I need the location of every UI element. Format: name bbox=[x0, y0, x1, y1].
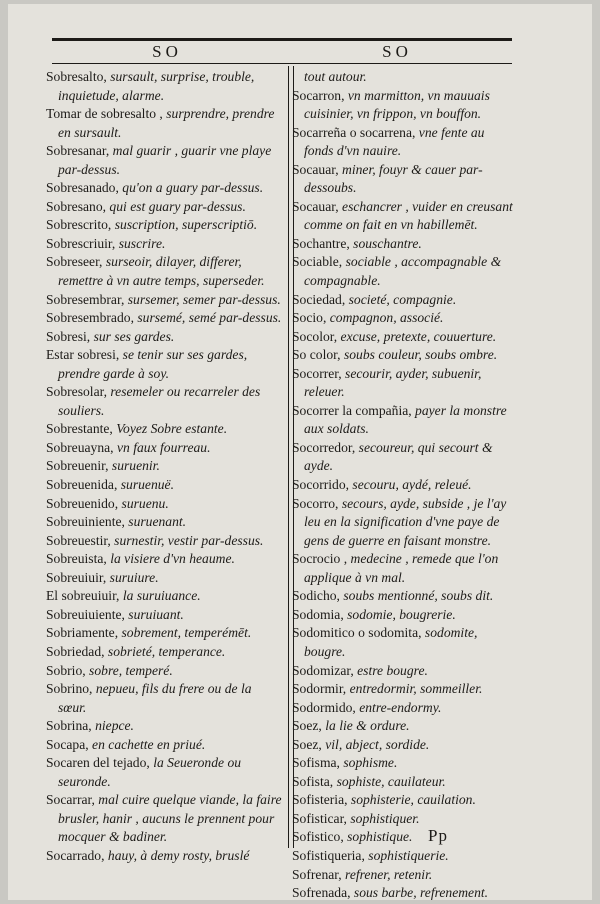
dictionary-entry bbox=[292, 606, 517, 625]
entry-definition: sursault, surprise, trouble, inquietude, alarme. bbox=[58, 69, 255, 103]
entry-definition: entredormir, sommeiller. bbox=[346, 681, 483, 697]
entry-definition: nepueu, fils du frere ou de la sœur. bbox=[58, 681, 252, 715]
dictionary-entry bbox=[292, 810, 517, 829]
entry-headword: Sobreuenido, bbox=[46, 495, 119, 511]
book-page bbox=[8, 4, 592, 900]
dictionary-entry bbox=[292, 680, 517, 699]
dictionary-entry bbox=[46, 791, 283, 847]
entry-headword: Sobrio, bbox=[46, 662, 86, 678]
entry-definition: surprendre, prendre en sursault. bbox=[58, 106, 275, 140]
entry-headword: Socolor, bbox=[292, 328, 338, 344]
entry-definition: en cachette en priué. bbox=[88, 736, 206, 752]
dictionary-entry bbox=[46, 457, 283, 476]
dictionary-entry bbox=[292, 495, 517, 551]
entry-definition: societé, compagnie. bbox=[345, 291, 457, 307]
entry-headword: Sobrescrito, bbox=[46, 217, 112, 233]
entry-headword: Sobresanado, bbox=[46, 180, 119, 196]
dictionary-entry bbox=[292, 253, 517, 290]
entry-headword: Sodormido, bbox=[292, 699, 356, 715]
entry-headword: Sobreuayna, bbox=[46, 439, 114, 455]
entry-definition: estre bougre. bbox=[353, 662, 428, 678]
dictionary-entry bbox=[292, 198, 517, 235]
entry-headword: Socorredor, bbox=[292, 439, 356, 455]
entry-headword: Sodomitico o sodomita, bbox=[292, 625, 422, 641]
entry-headword: Sobresembrado, bbox=[46, 310, 134, 326]
dictionary-entry bbox=[46, 643, 283, 662]
dictionary-entry bbox=[292, 235, 517, 254]
entry-headword: Sofisteria, bbox=[292, 792, 348, 808]
entry-headword: Sobreuiniente, bbox=[46, 514, 125, 530]
entry-definition: sous barbe, refrenement. bbox=[350, 885, 489, 901]
dictionary-entry bbox=[292, 291, 517, 310]
entry-headword: Socio, bbox=[292, 310, 327, 326]
entry-headword: Sobresalto, bbox=[46, 69, 107, 84]
dictionary-entry bbox=[46, 346, 283, 383]
dictionary-entry bbox=[46, 105, 283, 142]
dictionary-entry bbox=[46, 253, 283, 290]
entry-definition: suruenuë. bbox=[117, 477, 174, 493]
entry-headword: Soez, bbox=[292, 736, 322, 752]
entry-definition: vn marmitton, vn mauuais cuisinier, vn frippon, vn bouffon. bbox=[304, 87, 490, 122]
entry-definition: suruenu. bbox=[118, 495, 169, 511]
dictionary-entry bbox=[292, 550, 517, 587]
entry-definition: vn faux fourreau. bbox=[113, 439, 211, 455]
entry-headword: Sobresolar, bbox=[46, 384, 107, 400]
entry-headword: Sofisma, bbox=[292, 755, 340, 771]
entry-headword: Sobreuenir, bbox=[46, 458, 109, 474]
entry-definition: sobrieté, temperance. bbox=[104, 643, 226, 659]
dictionary-entry bbox=[292, 87, 517, 124]
dictionary-entry bbox=[46, 587, 283, 606]
dictionary-entry bbox=[46, 291, 283, 310]
dictionary-entry bbox=[46, 662, 283, 681]
entry-definition: sophistique. bbox=[343, 829, 413, 845]
entry-headword: Sofisticar, bbox=[292, 810, 347, 826]
dictionary-entry bbox=[46, 235, 283, 254]
entry-headword: Sodicho, bbox=[292, 588, 340, 604]
entry-definition: suruenant. bbox=[124, 514, 187, 530]
dictionary-entry bbox=[46, 736, 283, 755]
entry-headword: Sofistiqueria, bbox=[292, 847, 365, 863]
dictionary-entry bbox=[46, 495, 283, 514]
entry-definition: vil, abject, sordide. bbox=[321, 736, 430, 752]
dictionary-entry bbox=[292, 476, 517, 495]
left-column bbox=[46, 68, 283, 866]
entry-definition: la Seueronde ou seuronde. bbox=[58, 755, 242, 789]
entry-headword: Sobreuiuiente, bbox=[46, 606, 125, 622]
entry-headword: Tomar de sobresalto , bbox=[46, 106, 163, 122]
entry-definition: sophistiquer. bbox=[346, 810, 420, 826]
entry-definition: tout autour. bbox=[304, 69, 367, 84]
entry-definition: hauy, à demy rosty, bruslé bbox=[104, 847, 250, 863]
dictionary-entry bbox=[46, 328, 283, 347]
entry-definition: secoureur, qui secourt & ayde. bbox=[304, 439, 493, 474]
entry-headword: Sobreuista, bbox=[46, 551, 107, 567]
entry-definition: secouru, aydé, releué. bbox=[349, 477, 472, 493]
entry-headword: Socrocio , bbox=[292, 551, 348, 567]
entry-headword: So color, bbox=[292, 347, 341, 363]
entry-headword: Socarrar, bbox=[46, 792, 95, 808]
entry-headword: El sobreuiuir, bbox=[46, 588, 120, 604]
entry-headword: Sobreuestir, bbox=[46, 532, 111, 548]
dictionary-entry bbox=[46, 439, 283, 458]
dictionary-entry bbox=[292, 754, 517, 773]
entry-definition: sophistiquerie. bbox=[364, 847, 449, 863]
dictionary-entry bbox=[46, 142, 283, 179]
entry-headword: Sofistico, bbox=[292, 829, 344, 845]
entry-definition: se tenir sur ses gardes, prendre garde à soy. bbox=[58, 347, 248, 381]
entry-definition: payer la monstre aux soldats. bbox=[304, 402, 507, 437]
entry-definition: la visiere d'vn heaume. bbox=[106, 551, 235, 567]
dictionary-entry bbox=[292, 866, 517, 885]
entry-definition: refrener, retenir. bbox=[341, 866, 433, 882]
dictionary-entry bbox=[292, 699, 517, 718]
entry-headword: Socorro, bbox=[292, 495, 339, 511]
dictionary-entry bbox=[292, 587, 517, 606]
entry-headword: Socauar, bbox=[292, 198, 339, 214]
entry-headword: Socorrido, bbox=[292, 477, 350, 493]
entry-definition: resemeler ou recarreler des souliers. bbox=[58, 384, 261, 418]
entry-headword: Sobresi, bbox=[46, 328, 91, 344]
entry-headword: Sofrenar, bbox=[292, 866, 342, 882]
entry-definition: qui est guary par-dessus. bbox=[106, 198, 246, 214]
dictionary-entry bbox=[46, 68, 283, 105]
dictionary-entry bbox=[292, 791, 517, 810]
entry-definition: qu'on a guary par-dessus. bbox=[118, 180, 264, 196]
entry-definition: sodomie, bougrerie. bbox=[343, 606, 456, 622]
entry-headword: Socarron, bbox=[292, 87, 345, 103]
dictionary-entry bbox=[46, 179, 283, 198]
entry-headword: Sobreuiuir, bbox=[46, 569, 107, 585]
dictionary-entry bbox=[292, 68, 517, 87]
entry-headword: Sobresano, bbox=[46, 198, 107, 214]
entry-definition: entre-endormy. bbox=[355, 699, 442, 715]
dictionary-entry bbox=[46, 198, 283, 217]
entry-definition: soubs couleur, soubs ombre. bbox=[340, 347, 498, 363]
entry-definition: miner, fouyr & cauer par-dessoubs. bbox=[304, 161, 483, 196]
dictionary-entry bbox=[292, 847, 517, 866]
dictionary-entry bbox=[292, 328, 517, 347]
dictionary-entry bbox=[292, 365, 517, 402]
entry-definition: mal cuire quelque viande, la faire brusler, hanir , aucuns le prennent pour mocquer & badiner. bbox=[58, 792, 282, 845]
entry-headword: Sobrescriuir, bbox=[46, 235, 116, 251]
entry-headword: Socapa, bbox=[46, 736, 89, 752]
entry-definition: sobre, temperé. bbox=[85, 662, 173, 678]
entry-definition: la suruiuance. bbox=[119, 588, 201, 604]
dictionary-entry bbox=[292, 402, 517, 439]
entry-definition: excuse, pretexte, couuerture. bbox=[337, 328, 497, 344]
dictionary-entry bbox=[46, 309, 283, 328]
entry-definition: secours, ayde, subside , je l'ay leu en la signification d'vne paye de gens de guerre en faisant monstre. bbox=[304, 495, 507, 548]
entry-definition: soubs mentionné, soubs dit. bbox=[339, 588, 494, 604]
dictionary-entry bbox=[292, 124, 517, 161]
dictionary-entry bbox=[46, 420, 283, 439]
entry-definition: medecine , remede que l'on applique à vn mal. bbox=[304, 551, 499, 585]
dictionary-entry bbox=[46, 847, 283, 866]
entry-headword: Sodomia, bbox=[292, 606, 344, 622]
entry-headword: Sobreuenida, bbox=[46, 477, 118, 493]
dictionary-entry bbox=[292, 662, 517, 681]
dictionary-entry bbox=[292, 884, 517, 903]
dictionary-entry bbox=[46, 717, 283, 736]
entry-definition: eschancrer , vuider en creusant comme on fait en vn habillemēt. bbox=[304, 198, 513, 233]
entry-headword: Estar sobresi, bbox=[46, 347, 120, 363]
entry-headword: Socarrado, bbox=[46, 847, 105, 863]
entry-headword: Socarreña o socarrena, bbox=[292, 124, 416, 140]
entry-headword: Sobreseer, bbox=[46, 254, 103, 270]
signature-mark: Pp bbox=[428, 826, 448, 845]
entry-definition: sophisme. bbox=[339, 755, 398, 771]
entry-headword: Sobrestante, bbox=[46, 421, 113, 437]
entry-headword: Socauar, bbox=[292, 161, 339, 177]
entry-definition: compagnon, associé. bbox=[326, 310, 444, 326]
dictionary-entry bbox=[46, 569, 283, 588]
entry-definition: mal guarir , guarir vne playe par-dessus. bbox=[58, 143, 272, 177]
dictionary-entry bbox=[46, 476, 283, 495]
entry-headword: Socorrer la compañia, bbox=[292, 402, 412, 418]
dictionary-entry bbox=[46, 383, 283, 420]
entry-headword: Sofista, bbox=[292, 773, 334, 789]
dictionary-entry bbox=[292, 624, 517, 661]
entry-headword: Sodormir, bbox=[292, 681, 347, 697]
entry-definition: sociable , accompagnable & compagnable. bbox=[304, 254, 502, 289]
entry-headword: Sobriamente, bbox=[46, 625, 119, 641]
entry-definition: suscription, superscriptiō. bbox=[111, 217, 258, 233]
dictionary-entry bbox=[292, 717, 517, 736]
dictionary-entry bbox=[46, 754, 283, 791]
dictionary-entry bbox=[292, 161, 517, 198]
entry-definition: secourir, ayder, subuenir, releuer. bbox=[304, 365, 482, 400]
entry-definition: niepce. bbox=[91, 718, 134, 734]
entry-headword: Socorrer, bbox=[292, 365, 342, 381]
entry-headword: Sobrino, bbox=[46, 681, 93, 697]
entry-definition: la lie & ordure. bbox=[321, 718, 410, 734]
entry-definition: vne fente au fonds d'vn nauire. bbox=[304, 124, 485, 159]
header-left: SO bbox=[152, 42, 182, 61]
entry-headword: Sobresanar, bbox=[46, 143, 110, 159]
entry-definition: sobrement, temperémēt. bbox=[118, 625, 252, 641]
dictionary-entry bbox=[46, 606, 283, 625]
entry-headword: Sobresembrar, bbox=[46, 291, 125, 307]
entry-definition: surnestir, vestir par-dessus. bbox=[110, 532, 264, 548]
header-right: SO bbox=[382, 42, 412, 61]
entry-definition: suruiure. bbox=[106, 569, 159, 585]
dictionary-entry bbox=[292, 346, 517, 365]
entry-definition: sophiste, cauilateur. bbox=[333, 773, 446, 789]
right-column bbox=[292, 68, 517, 903]
entry-headword: Sobriedad, bbox=[46, 643, 105, 659]
running-header bbox=[52, 38, 512, 64]
entry-definition: suruenir. bbox=[108, 458, 160, 474]
dictionary-entry bbox=[292, 736, 517, 755]
entry-definition: souschantre. bbox=[349, 235, 422, 251]
dictionary-entry bbox=[292, 439, 517, 476]
entry-headword: Sodomizar, bbox=[292, 662, 354, 678]
entry-definition: sursemé, semé par-dessus. bbox=[133, 310, 282, 326]
entry-headword: Sociedad, bbox=[292, 291, 346, 307]
entry-headword: Sobrina, bbox=[46, 718, 92, 734]
entry-definition: surseoir, dilayer, differer, remettre à vn autre temps, superseder. bbox=[58, 254, 265, 289]
entry-definition: Voyez Sobre estante. bbox=[112, 421, 228, 437]
dictionary-entry bbox=[46, 513, 283, 532]
dictionary-entry bbox=[46, 532, 283, 551]
dictionary-entry bbox=[46, 624, 283, 643]
entry-headword: Sochantre, bbox=[292, 235, 350, 251]
dictionary-entry bbox=[292, 773, 517, 792]
dictionary-entry bbox=[46, 550, 283, 569]
entry-definition: sursemer, semer par-dessus. bbox=[124, 291, 281, 307]
dictionary-entry bbox=[46, 216, 283, 235]
dictionary-entry bbox=[292, 309, 517, 328]
entry-definition: sodomite, bougre. bbox=[304, 625, 478, 659]
dictionary-entry bbox=[292, 828, 517, 847]
entry-headword: Sociable, bbox=[292, 254, 343, 270]
entry-definition: suscrire. bbox=[115, 235, 166, 251]
entry-definition: sophisterie, cauilation. bbox=[347, 792, 476, 808]
entry-definition: suruiuant. bbox=[124, 606, 184, 622]
entry-headword: Soez, bbox=[292, 718, 322, 734]
dictionary-entry bbox=[46, 680, 283, 717]
entry-headword: Sofrenada, bbox=[292, 885, 351, 901]
entry-headword: Socaren del tejado, bbox=[46, 755, 150, 771]
entry-definition: sur ses gardes. bbox=[90, 328, 175, 344]
